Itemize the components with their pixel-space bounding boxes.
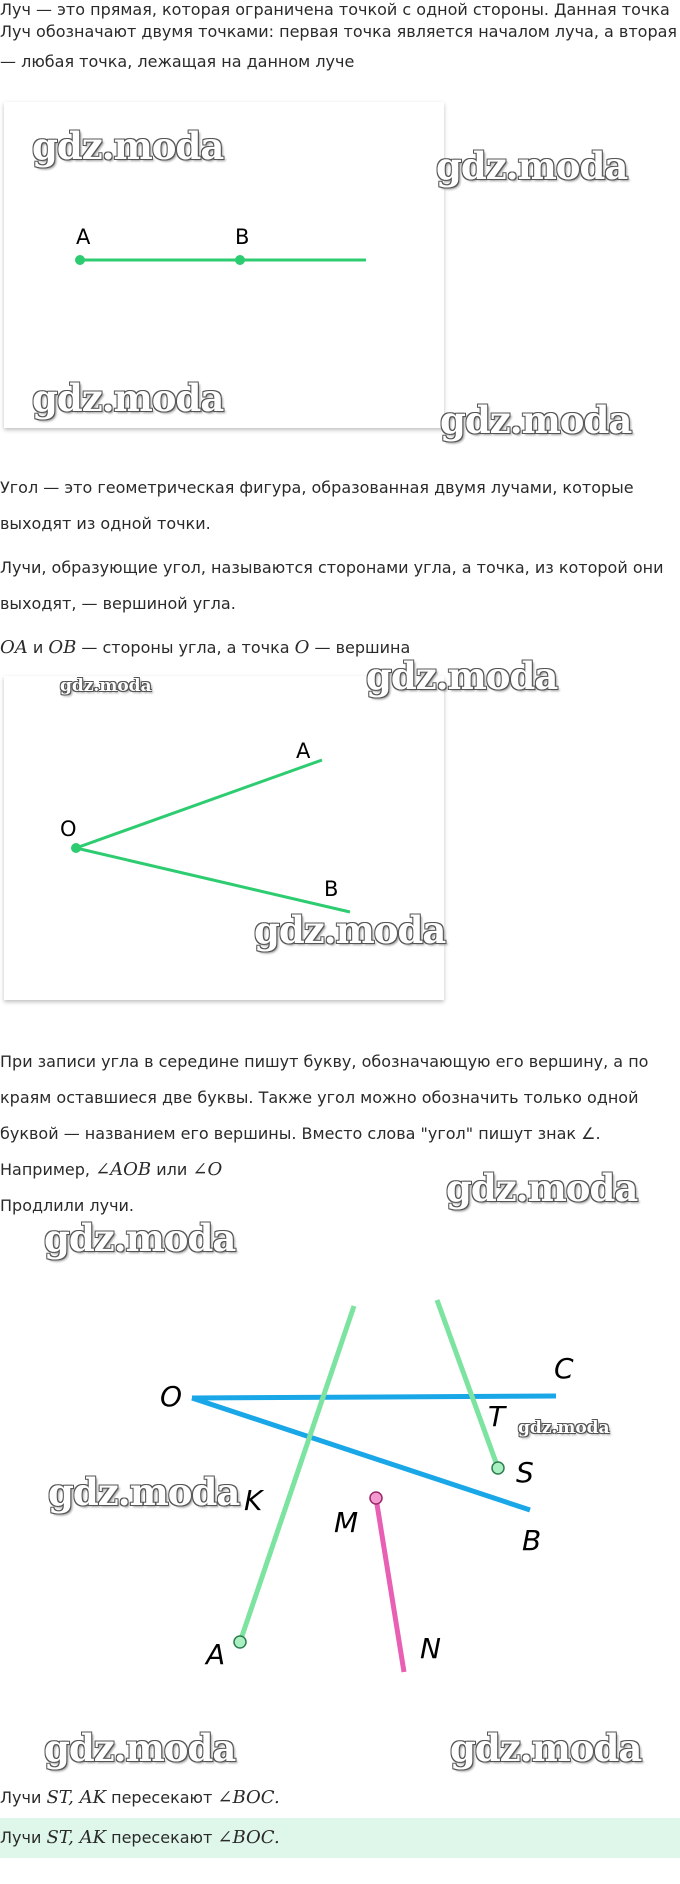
text-line: буквой — названием его вершины. Вместо слова "угол" пишут знак ∠.	[0, 1124, 601, 1143]
text-line	[0, 1152, 222, 1188]
ray-st	[437, 1300, 498, 1468]
text-line: Продлили лучи.	[0, 1196, 135, 1215]
label-a: A	[206, 1638, 226, 1671]
watermark: gdz.moda	[366, 654, 558, 698]
answer-line-highlighted	[0, 1820, 280, 1856]
label-a: A	[76, 225, 91, 249]
point-o	[71, 843, 81, 853]
text-line: выходят из одной точки.	[0, 514, 211, 533]
label-a: A	[296, 739, 311, 763]
ray-oa	[76, 760, 322, 848]
math-oa: OA	[0, 637, 28, 658]
text: — вершина	[309, 638, 411, 657]
text: Лучи	[0, 1788, 47, 1807]
ray-oc	[192, 1396, 556, 1398]
text-line: Луч — это прямая, которая ограничена точкой с одной стороны. Данная точка	[0, 0, 670, 19]
text-line: выходят, — вершиной угла.	[0, 594, 236, 613]
label-b: B	[522, 1524, 542, 1557]
label-t: T	[488, 1400, 506, 1433]
label-c: C	[554, 1352, 574, 1385]
point-a	[234, 1636, 246, 1648]
ray-ak	[240, 1306, 354, 1642]
label-o: O	[160, 1380, 183, 1413]
watermark: gdz.moda	[450, 1726, 642, 1770]
label-o: O	[60, 817, 77, 841]
watermark: gdz.moda	[254, 908, 446, 952]
watermark: gdz.moda	[48, 1470, 240, 1514]
ray-ob	[76, 848, 350, 912]
point-m	[370, 1492, 382, 1504]
text: Лучи	[0, 1828, 47, 1847]
math-angle-boc: ∠BOC.	[217, 1827, 280, 1848]
point-b	[235, 255, 245, 265]
text: Например,	[0, 1160, 96, 1179]
point-s	[492, 1462, 504, 1474]
text: — стороны угла, а точка	[76, 638, 295, 657]
math-angle-aob: ∠AOB	[95, 1159, 152, 1180]
math-rays: ST, AK	[46, 1827, 107, 1848]
text-line: Лучи, образующие угол, называются сторонами угла, а точка, из которой они	[0, 558, 664, 577]
math-angle-o: ∠O	[192, 1159, 223, 1180]
segment-mn	[376, 1498, 404, 1672]
text: или	[151, 1160, 193, 1179]
label-n: N	[420, 1632, 441, 1665]
watermark: gdz.moda	[436, 144, 628, 188]
label-s: S	[516, 1456, 534, 1489]
watermark: gdz.moda	[44, 1216, 236, 1260]
watermark: gdz.moda	[440, 398, 632, 442]
text-line: краям оставшиеся две буквы. Также угол можно обозначить только одной	[0, 1088, 639, 1107]
watermark: gdz.moda	[44, 1726, 236, 1770]
label-b: B	[235, 225, 250, 249]
text: пересекают	[106, 1788, 218, 1807]
math-rays: ST, AK	[46, 1787, 107, 1808]
watermark: gdz.moda	[32, 376, 224, 420]
text: пересекают	[106, 1828, 218, 1847]
watermark: gdz.moda	[32, 124, 224, 168]
text-line: При записи угла в середине пишут букву, обозначающую его вершину, а по	[0, 1052, 649, 1071]
text-line: — любая точка, лежащая на данном луче	[0, 52, 355, 71]
label-k: K	[244, 1484, 263, 1517]
text: и	[27, 638, 49, 657]
math-angle-boc: ∠BOC.	[217, 1787, 280, 1808]
watermark: gdz.moda	[60, 676, 152, 696]
label-m: M	[334, 1506, 359, 1539]
answer-line	[0, 1780, 280, 1816]
text-line	[0, 630, 410, 666]
watermark: gdz.moda	[446, 1166, 638, 1210]
point-a	[75, 255, 85, 265]
watermark: gdz.moda	[518, 1418, 610, 1438]
label-b: B	[324, 877, 339, 901]
text-line: Угол — это геометрическая фигура, образованная двумя лучами, которые	[0, 478, 634, 497]
math-o: O	[294, 637, 310, 658]
text-line: Луч обозначают двумя точками: первая точка является началом луча, а вторая	[0, 22, 678, 41]
math-ob: OB	[48, 637, 77, 658]
